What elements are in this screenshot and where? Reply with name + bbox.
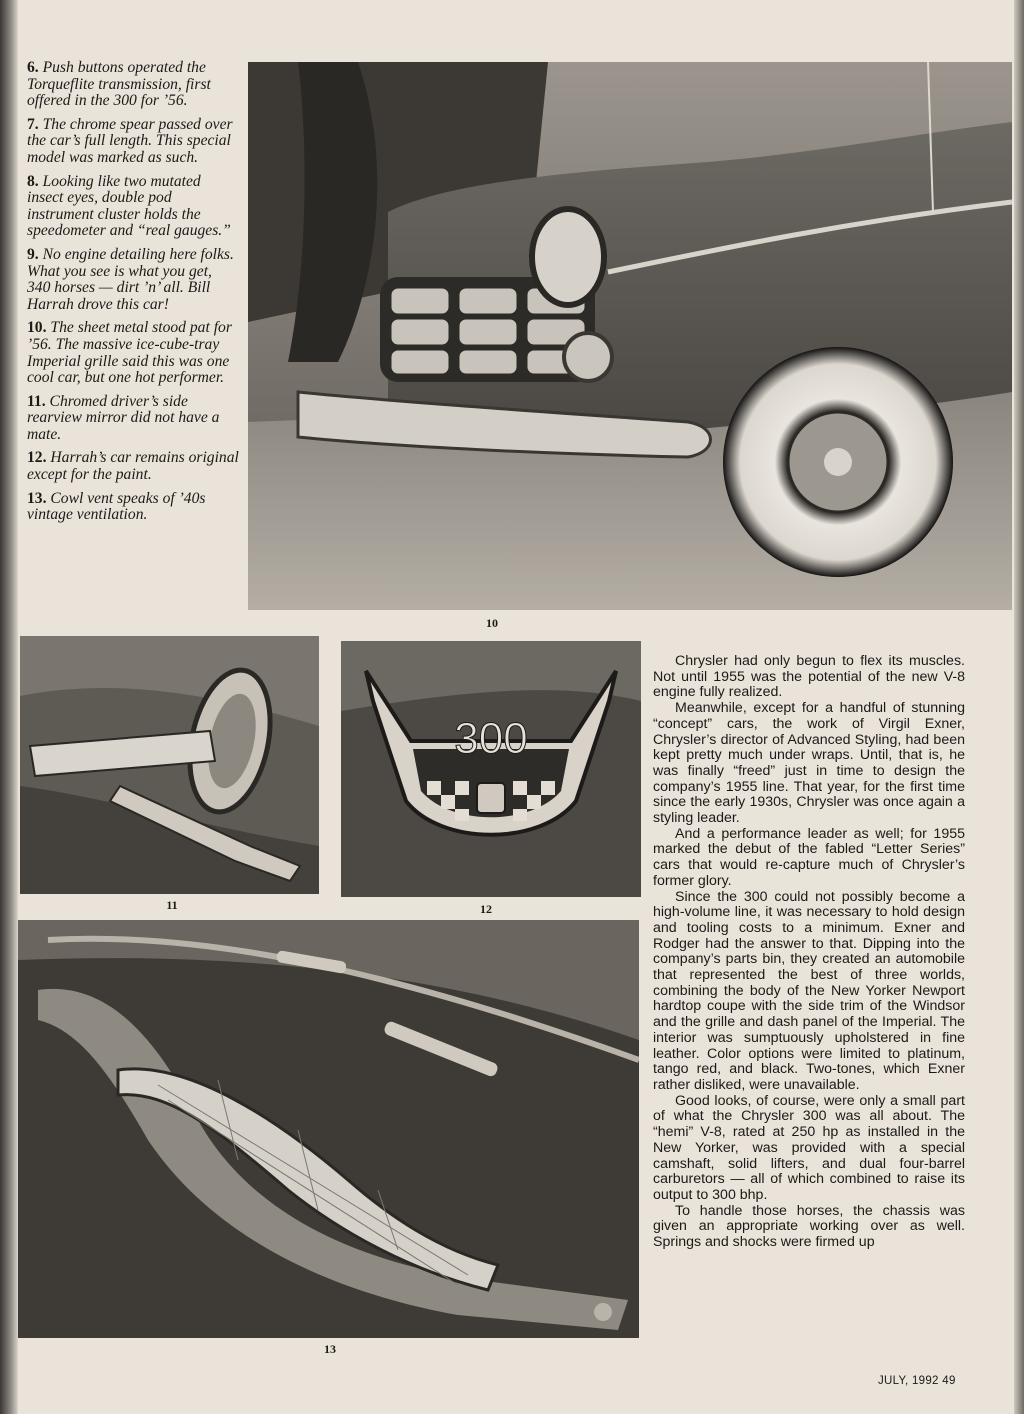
photo-badge bbox=[341, 641, 641, 897]
page-edge bbox=[1014, 0, 1024, 1414]
caption-12: 12. Harrah’s car remains original except for the paint. bbox=[27, 449, 239, 484]
figure-label-11: 11 bbox=[166, 898, 178, 912]
cowl-vent-illustration bbox=[18, 920, 639, 1338]
mirror-illustration bbox=[20, 636, 319, 894]
caption-10: 10. The sheet metal stood pat for ’56. The massive ice-cube-tray Imperial grille said this was one cool car, but one hot performer. bbox=[27, 319, 232, 387]
photo-cowl-vent bbox=[18, 920, 639, 1338]
photo-car-front bbox=[248, 62, 1012, 610]
figure-label-12: 12 bbox=[480, 902, 492, 916]
car-front-illustration bbox=[248, 62, 1012, 610]
captions-column bbox=[27, 60, 239, 531]
caption-8: 8. Looking like two mutated insect eyes, double pod instrument cluster holds the speedometer and “real gauges.” bbox=[27, 172, 231, 240]
caption-7: 7. The chrome spear passed over the car’s full length. This special model was marked as such. bbox=[27, 115, 233, 166]
body-paragraph: To handle those horses, the chassis was given an appropriate working over as well. Springs and shocks were firmed up bbox=[653, 1202, 965, 1251]
badge-illustration bbox=[341, 641, 641, 897]
caption-9: 9. No engine detailing here folks. What you see is what you get, 340 horses — dirt ’n’ all. Bill Harrah drove this car! bbox=[27, 245, 234, 313]
caption-6: 6. Push buttons operated the Torqueflite transmission, first offered in the 300 for ’56. bbox=[27, 59, 211, 110]
body-paragraph: Chrysler had only begun to flex its muscles. Not until 1955 was the potential of the new V-8 engine fully realized. bbox=[653, 653, 965, 701]
body-paragraph: Since the 300 could not possibly become a high-volume line, it was necessary to hold design and tooling costs to a minimum. Exner and Rodger had the answer to that. Dipping into the company’s parts bin, they created an automobile that represented the best of three worlds, combining the body of the New Yorker Newport hardtop coupe with the side trim of the Windsor and the grille and dash panel of the Imperial. The interior was sumptuously upholstered in fine leather. Color options were limited to platinum, tango red, and black. Two-tones, which Exner rather disliked, were unavailable. bbox=[653, 888, 965, 1093]
figure-label-13: 13 bbox=[324, 1342, 336, 1356]
caption-13: 13. Cowl vent speaks of ’40s vintage ventilation. bbox=[27, 489, 206, 524]
page-footer: JULY, 1992 49 bbox=[878, 1375, 956, 1387]
body-paragraph: Meanwhile, except for a handful of stunning “concept” cars, the work of Virgil Exner, Chrysler’s director of Advanced Styling, had been kept pretty much under wraps. Until, that is, he was finally “freed” just in time to design the company’s 1955 line. That year, for the first time since the early 1930s, Chrysler was once again a styling leader. bbox=[653, 700, 965, 827]
binding-spine bbox=[0, 0, 18, 1414]
body-paragraph: And a performance leader as well; for 1955 marked the debut of the fabled “Letter Series” cars that would re-capture much of Chrysler’s former glory. bbox=[653, 825, 965, 889]
badge-text: 300 bbox=[454, 714, 528, 763]
body-paragraph: Good looks, of course, were only a small part of what the Chrysler 300 was all about. The “hemi” V-8, rated at 250 hp as installed in the New Yorker, was provided with a special camshaft, solid lifters, and dual four-barrel carburetors — all of which combined to raise its output to 300 bhp. bbox=[653, 1092, 965, 1203]
figure-label-10: 10 bbox=[486, 616, 498, 630]
article-body bbox=[653, 654, 965, 1251]
photo-mirror bbox=[20, 636, 319, 894]
caption-11: 11. Chromed driver’s side rearview mirror did not have a mate. bbox=[27, 392, 220, 443]
